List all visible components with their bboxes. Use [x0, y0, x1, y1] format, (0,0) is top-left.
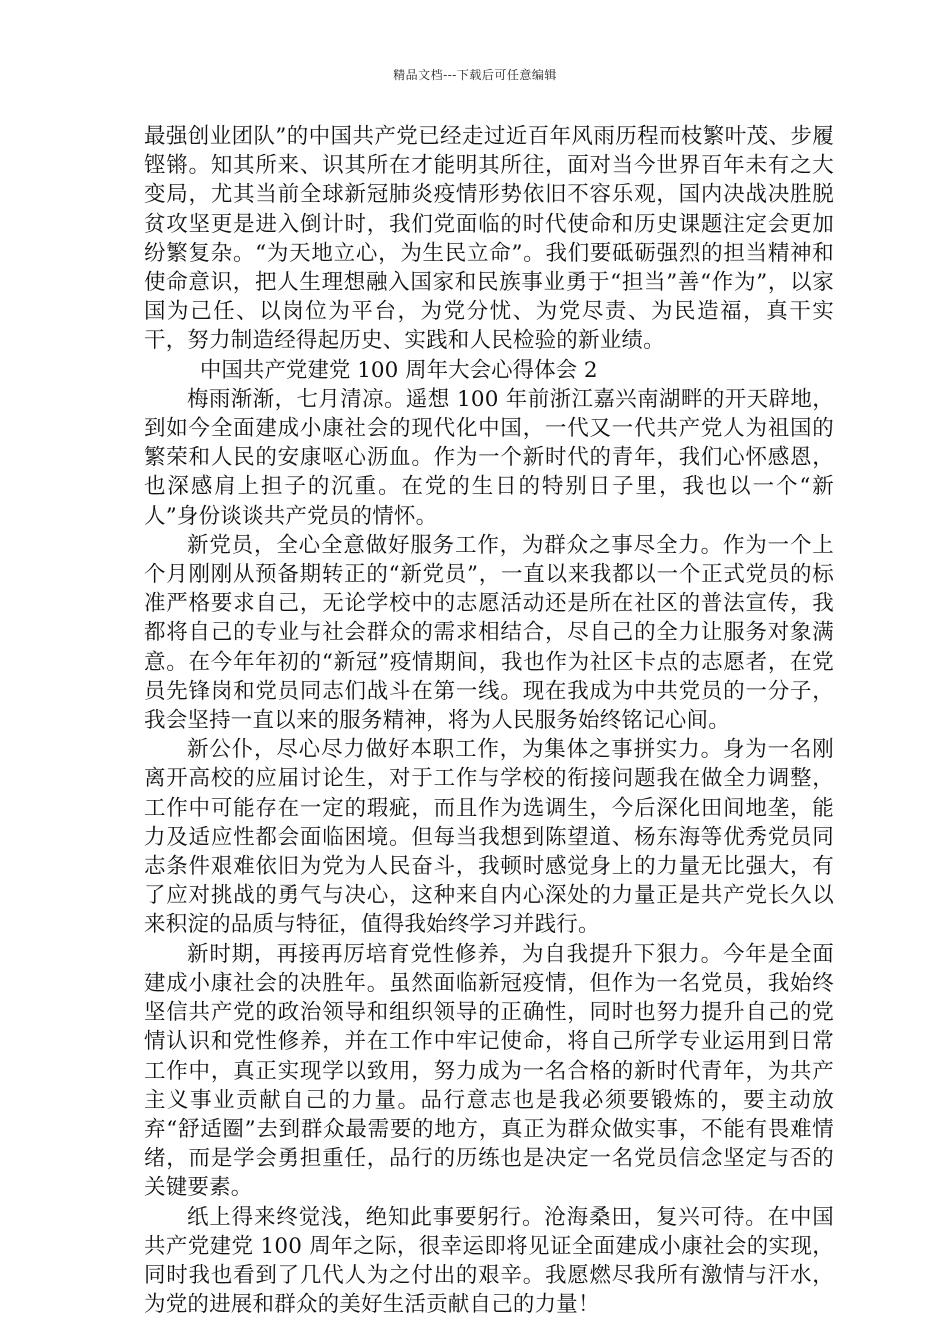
- paragraph-intro: 梅雨渐渐，七月清凉。遥想 100 年前浙江嘉兴南湖畔的开天辟地，到如今全面建成小康社会的现代化中国，一代又一代共产党人为祖国的繁荣和人民的安康呕心沥血。作为一个新时代的青年，我们心怀感恩，也深感肩上担子的沉重。在党的生日的特别日子里，我也以一个“新人”身份谈谈共产党员的情怀。: [144, 386, 834, 529]
- paragraph-new-era: 新时期，再接再厉培育党性修养，为自我提升下狠力。今年是全面建成小康社会的决胜年。虽然面临新冠疫情，但作为一名党员，我始终坚信共产党的政治领导和组织领导的正确性，同时也努力提升自己的党情认识和党性修养，并在工作中牢记使命，将自己所学专业运用到日常工作中，真正实现学以致用，努力成为一名合格的新时代青年，为共产主义事业贡献自己的力量。品行意志也是我必须要锻炼的，要主动放弃“舒适圈”去到群众最需要的地方，真正为群众做实事，不能有畏难情绪，而是学会勇担重任，品行的历练也是决定一名党员信念坚定与否的关键要素。: [144, 941, 834, 1201]
- section-heading: 中国共产党建党 100 周年大会心得体会 2: [199, 357, 598, 383]
- page-header: 精品文档---下载后可任意编辑: [393, 68, 557, 82]
- paragraph-conclusion: 纸上得来终觉浅，绝知此事要躬行。沧海桑田，复兴可待。在中国共产党建党 100 周年之际，很幸运即将见证全面建成小康社会的实现，同时我也看到了几代人为之付出的艰辛。我愿燃尽我所有激情与汗水，为党的进展和群众的美好生活贡献自己的力量！: [144, 1204, 834, 1318]
- document-body: [144, 122, 834, 1319]
- paragraph-continued: 最强创业团队”的中国共产党已经走过近百年风雨历程而枝繁叶茂、步履铿锵。知其所来、识其所在才能明其所往，面对当今世界百年未有之大变局，尤其当前全球新冠肺炎疫情形势依旧不容乐观，国内决战决胜脱贫攻坚更是进入倒计时，我们党面临的时代使命和历史课题注定会更加纷繁复杂。“为天地立心，为生民立命”。我们要砥砺强烈的担当精神和使命意识，把人生理想融入国家和民族事业勇于“担当”善“作为”，以家国为己任、以岗位为平台，为党分忧、为党尽责、为民造福，真干实干，努力制造经得起历史、实践和人民检验的新业绩。: [144, 124, 834, 354]
- paragraph-new-servant: 新公仆，尽心尽力做好本职工作，为集体之事拼实力。身为一名刚离开高校的应届讨论生，对于工作与学校的衔接问题我在做全力调整，工作中可能存在一定的瑕疵，而且作为选调生，今后深化田间地垄，能力及适应性都会面临困境。但每当我想到陈望道、杨东海等优秀党员同志条件艰难依旧为党为人民奋斗，我顿时感觉身上的力量无比强大，有了应对挑战的勇气与决心，这种来自内心深处的力量正是共产党长久以来积淀的品质与特征，值得我始终学习并践行。: [144, 737, 834, 938]
- paragraph-new-member: 新党员，全心全意做好服务工作，为群众之事尽全力。作为一个上个月刚刚从预备期转正的“新党员”，一直以来我都以一个正式党员的标准严格要求自己，无论学校中的志愿活动还是所在社区的普法宣传，我都将自己的专业与社会群众的需求相结合，尽自己的全力让服务对象满意。在今年年初的“新冠”疫情期间，我也作为社区卡点的志愿者，在党员先锋岗和党员同志们战斗在第一线。现在我成为中共党员的一分子，我会坚持一直以来的服务精神，将为人民服务始终铭记心间。: [144, 532, 834, 734]
